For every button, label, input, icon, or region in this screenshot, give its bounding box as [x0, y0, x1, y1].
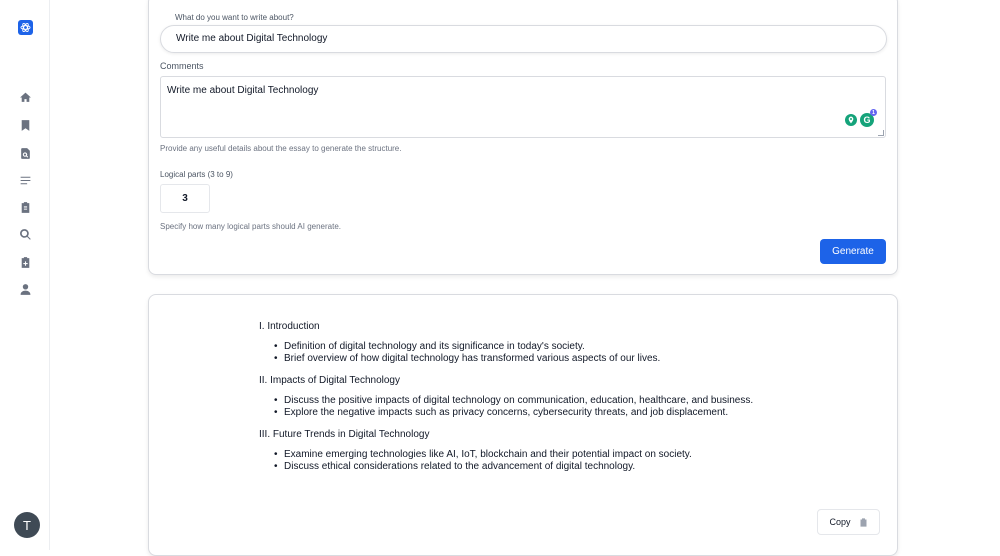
comments-helper: Provide any useful details about the essay to generate the structure.: [160, 144, 402, 153]
avatar-initial: T: [23, 517, 31, 533]
outline-bullet: • Explore the negative impacts such as privacy concerns, cybersecurity threats, and job displacement.: [274, 407, 753, 419]
essay-outline-card: [148, 294, 898, 556]
outline-section-title: II. Impacts of Digital Technology: [259, 375, 400, 386]
outline-bullet: • Discuss ethical considerations related to the advancement of digital technology.: [274, 461, 753, 473]
outline-bullet: • Examine emerging technologies like AI, IoT, blockchain and their potential impact on society.: [274, 449, 753, 461]
list-icon[interactable]: [17, 172, 33, 188]
comments-text: Write me about Digital Technology: [167, 85, 319, 96]
outline-section: [259, 375, 753, 419]
topic-label: What do you want to write about?: [175, 13, 294, 22]
outline-bullet: • Definition of digital technology and its significance in today's society.: [274, 341, 753, 353]
sidebar: [0, 0, 50, 550]
outline-bullet: • Brief overview of how digital technology has transformed various aspects of our lives.: [274, 353, 753, 365]
outline-section: [259, 429, 753, 473]
clipboard-plus-icon[interactable]: [17, 254, 33, 270]
document-search-icon[interactable]: [17, 145, 33, 161]
essay-outline: [259, 321, 753, 483]
atom-logo-icon[interactable]: [18, 20, 33, 35]
grammarly-tone-icon[interactable]: [845, 114, 857, 126]
clipboard-copy-icon: [859, 517, 868, 528]
comments-textarea[interactable]: [160, 76, 886, 138]
search-icon[interactable]: [17, 226, 33, 242]
parts-label: Logical parts (3 to 9): [160, 170, 233, 179]
essay-form-card: [148, 0, 898, 275]
grammarly-icon[interactable]: G 1: [860, 113, 874, 127]
copy-label: Copy: [829, 517, 851, 527]
outline-bullet-list: [259, 449, 753, 473]
copy-button[interactable]: [817, 509, 880, 535]
bookmark-icon[interactable]: [17, 117, 33, 133]
outline-section-title: III. Future Trends in Digital Technology: [259, 429, 430, 440]
topic-input[interactable]: Write me about Digital Technology: [160, 25, 887, 53]
comments-label: Comments: [160, 61, 204, 71]
clipboard-icon[interactable]: [17, 199, 33, 215]
outline-section: [259, 321, 753, 365]
outline-bullet-list: [259, 395, 753, 419]
outline-bullet-list: [259, 341, 753, 365]
grammarly-widget[interactable]: [845, 109, 875, 127]
grammarly-badge: 1: [870, 109, 877, 116]
parts-input[interactable]: 3: [160, 184, 210, 213]
outline-section-title: I. Introduction: [259, 321, 320, 332]
parts-helper: Specify how many logical parts should AI generate.: [160, 222, 341, 231]
outline-bullet: • Discuss the positive impacts of digital technology on communication, education, healthcare, and business.: [274, 395, 753, 407]
user-icon[interactable]: [17, 281, 33, 297]
generate-button[interactable]: Generate: [820, 239, 886, 264]
home-icon[interactable]: [17, 89, 33, 105]
avatar[interactable]: [14, 512, 40, 538]
resize-handle[interactable]: [878, 130, 884, 136]
